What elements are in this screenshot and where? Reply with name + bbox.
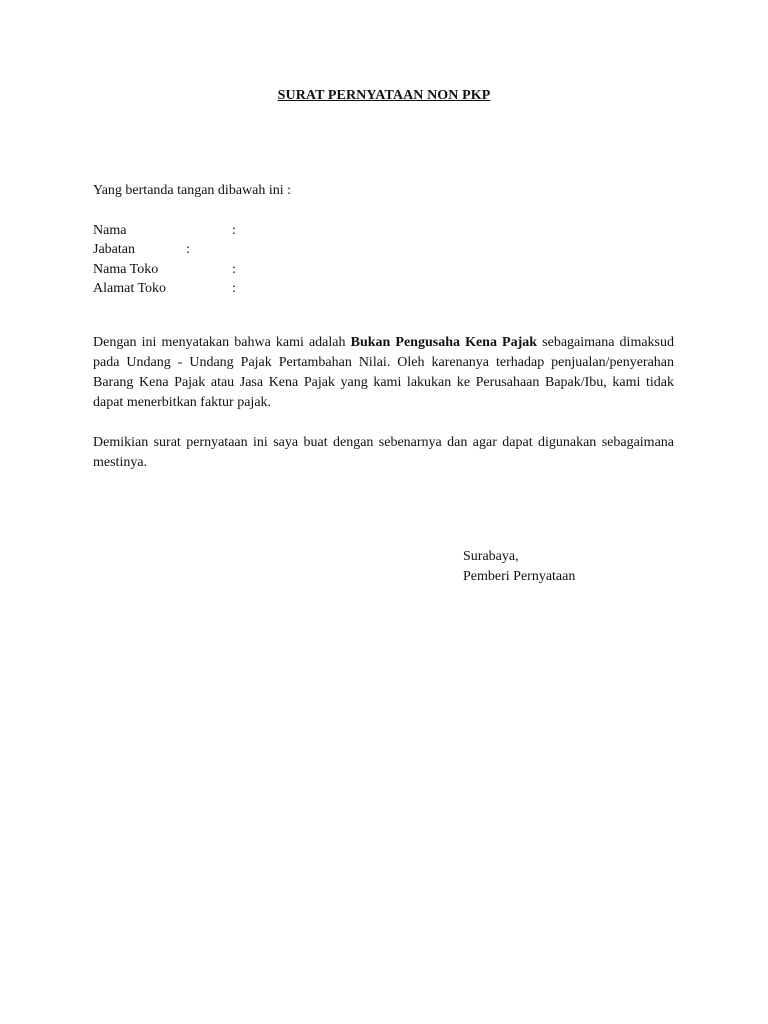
field-jabatan (93, 240, 190, 260)
statement-paragraph (93, 333, 674, 413)
closing-role: Pemberi Pernyataan (463, 569, 576, 584)
statement-bold-text: Bukan Pengusaha Kena Pajak (350, 335, 538, 350)
field-alamat-toko (93, 279, 236, 299)
field-label: Jabatan (93, 242, 135, 257)
field-colon: : (232, 223, 236, 238)
closing-place: Surabaya, (463, 549, 519, 564)
statement-text-end: sebagaimana dimaksud pada Undang - Undang Pajak Pertambahan Nilai. Oleh karenanya terhadap penjualan/penyerahan Barang Kena Pajak atau Jasa Kena Pajak yang kami lakukan ke Perusahaan Bapak/Ibu, kami tidak dapat menerbitkan faktur pajak. (93, 335, 674, 410)
field-label: Nama (93, 223, 127, 238)
field-label: Alamat Toko (93, 281, 167, 296)
field-colon: : (232, 262, 236, 277)
field-nama (93, 221, 236, 241)
field-label: Nama Toko (93, 262, 159, 277)
closing-paragraph: Demikian surat pernyataan ini saya buat dengan sebenarnya dan agar dapat digunakan sebagaimana mestinya. (93, 435, 674, 470)
intro-text: Yang bertanda tangan dibawah ini : (93, 183, 292, 198)
field-colon: : (232, 281, 236, 296)
field-nama-toko (93, 260, 236, 280)
field-colon: : (186, 242, 190, 257)
document-title: SURAT PERNYATAAN NON PKP (277, 88, 491, 103)
statement-text-start: Dengan ini menyatakan bahwa kami adalah (93, 335, 351, 350)
